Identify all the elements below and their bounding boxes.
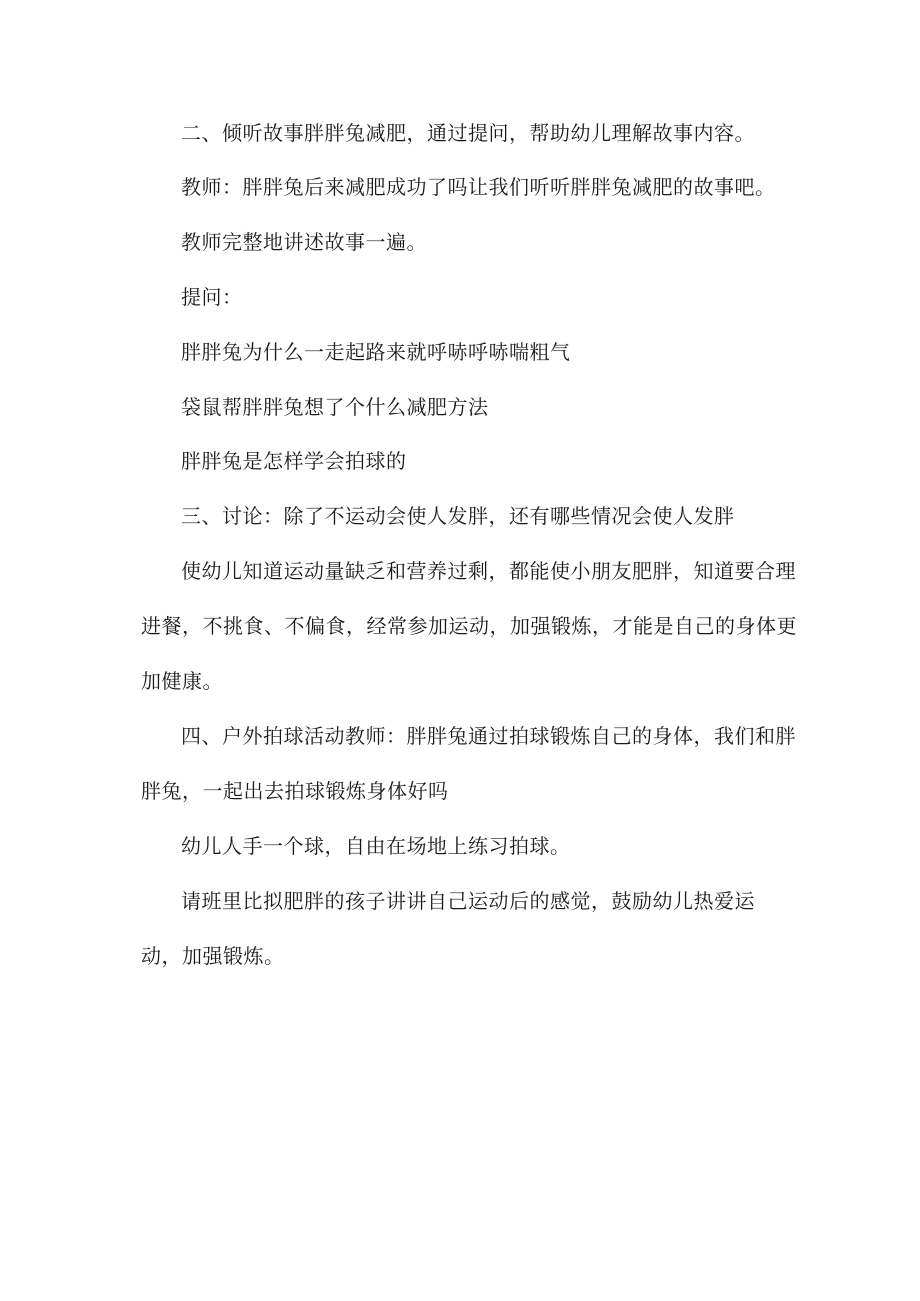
teacher-intro-line: 教师：胖胖兔后来减肥成功了吗让我们听听胖胖兔减肥的故事吧。 (181, 175, 776, 199)
discussion-paragraph-line-3: 加健康。 (141, 669, 223, 693)
discussion-paragraph-line-1: 使幼儿知道运动量缺乏和营养过剩，都能使小朋友肥胖，知道要合理 (181, 559, 796, 583)
closing-paragraph-line-2: 动，加强锻炼。 (141, 944, 285, 968)
teacher-tells-story-line: 教师完整地讲述故事一遍。 (181, 230, 427, 254)
discussion-paragraph-line-2: 进餐，不挑食、不偏食，经常参加运动，加强锻炼，才能是自己的身体更 (141, 614, 797, 638)
question-3: 胖胖兔是怎样学会拍球的 (181, 449, 407, 473)
question-1: 胖胖兔为什么一走起路来就呼哧呼哧喘粗气 (181, 340, 571, 364)
activity-line: 幼儿人手一个球，自由在场地上练习拍球。 (181, 834, 571, 858)
section-three-heading: 三、讨论：除了不运动会使人发胖，还有哪些情况会使人发胖 (181, 504, 735, 528)
section-four-line-1: 四、户外拍球活动教师：胖胖兔通过拍球锻炼自己的身体，我们和胖 (181, 724, 796, 748)
section-two-heading: 二、倾听故事胖胖兔减肥，通过提问，帮助幼儿理解故事内容。 (181, 121, 755, 145)
questions-label: 提问： (181, 285, 243, 309)
closing-paragraph-line-1: 请班里比拟肥胖的孩子讲讲自己运动后的感觉，鼓励幼儿热爱运 (181, 889, 755, 913)
section-four-line-2: 胖兔，一起出去拍球锻炼身体好吗 (141, 779, 449, 803)
question-2: 袋鼠帮胖胖兔想了个什么减肥方法 (181, 395, 489, 419)
